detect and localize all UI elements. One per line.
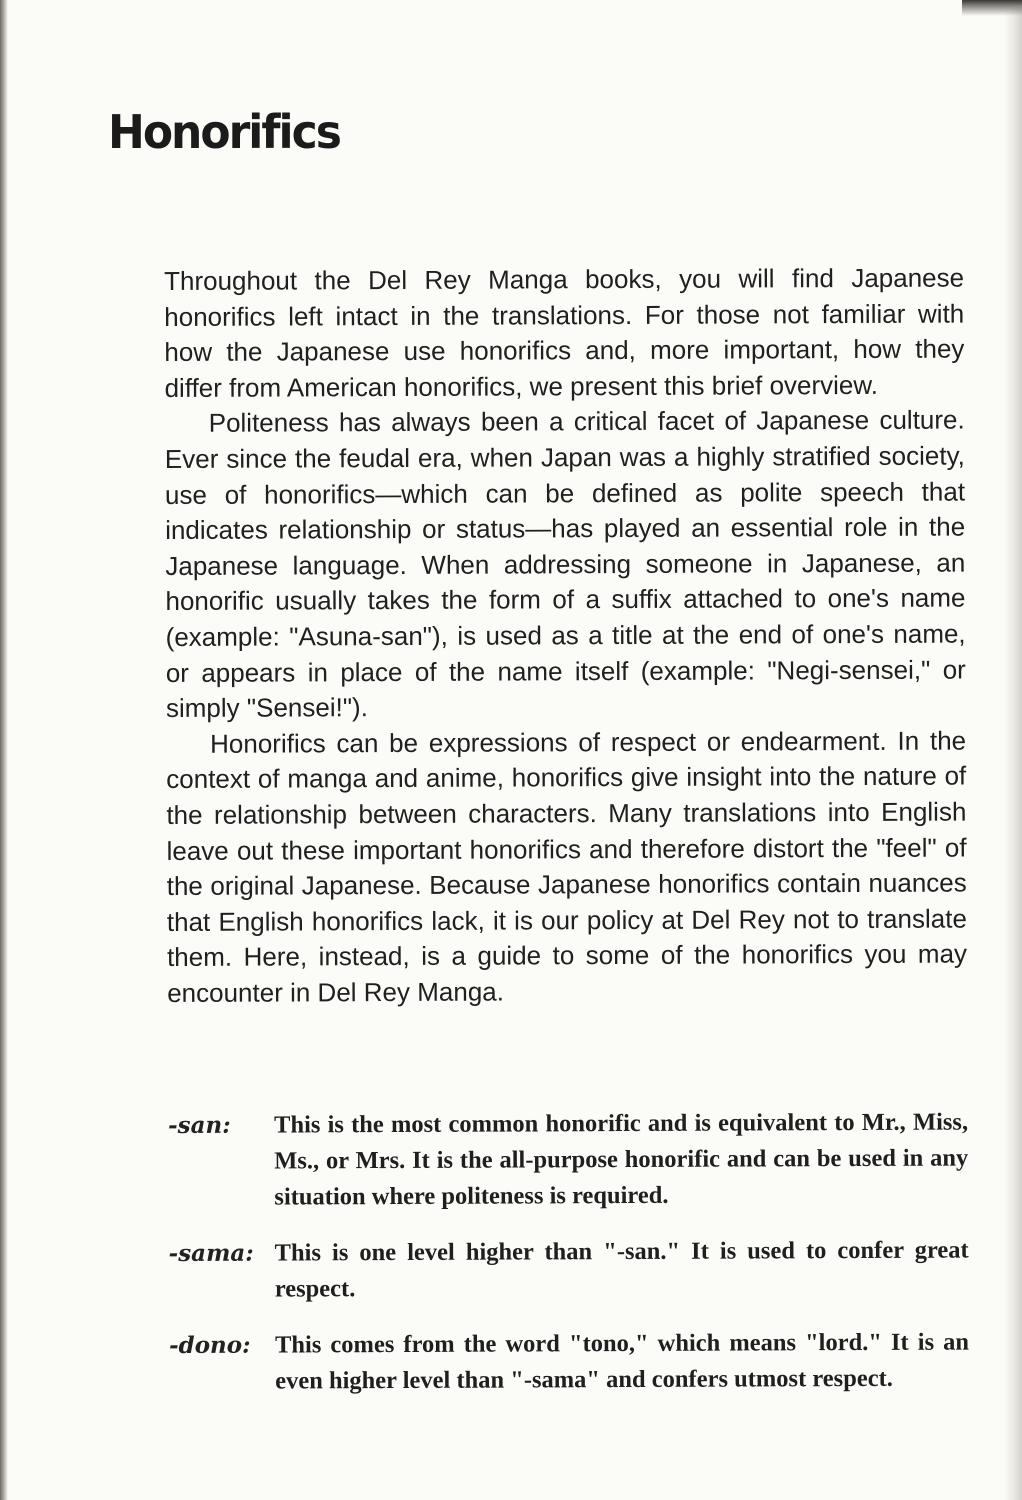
glossary-definition: This comes from the word "tono," which means "lord." It is an even higher level than "-sama" and confers utmost respect. [274,1328,970,1395]
page-right-edge [1004,0,1022,1500]
intro-paragraph: Politeness has always been a critical facet of Japanese culture. Ever since the feudal era, when Japan was a highly stratified society, use of honorifics—which can be defined as polite speech that indicates relationship or status—has played an essential role in the Japanese language. When addressing someone in Japanese, an honorific usually takes the form of a suffix attached to one's name (example: "Asuna-san"), is used as a title at the end of one's name, or appears in place of the name itself (example: "Negi-sensei," or simply "Sensei!"). [164,404,966,724]
honorifics-glossary [168,1105,969,1420]
intro-paragraph: Throughout the Del Rey Manga books, you will find Japanese honorifics left intact in the translations. For those not familiar with how the Japanese use honorifics and, more important, how they differ from American honorifics, we present this brief overview. [164,262,965,403]
glossary-entry-dono [169,1325,969,1400]
glossary-definition: This is the most common honorific and is equivalent to Mr., Miss, Ms., or Mrs. It is the all-purpose honorific and can be used in any situation where politeness is required. [274,1108,969,1211]
glossary-entry-sama [169,1233,969,1308]
intro-paragraph: Honorifics can be expressions of respect or endearment. In the context of manga and anime, honorifics give insight into the nature of the relationship between characters. Many translations into English leave out these important honorifics and therefore distort the "feel" of the original Japanese. Because Japanese honorifics contain nuances that English honorifics lack, it is our policy at Del Rey not to translate them. Here, instead, is a guide to some of the honorifics you may encounter in Del Rey Manga. [166,725,968,1008]
page-title: Honorifics [108,106,340,160]
page-corner-shadow [962,0,1022,16]
glossary-term: -dono: [168,1331,251,1359]
glossary-term: -san: [168,1111,231,1139]
intro-text [164,261,967,1012]
glossary-term: -sama: [168,1239,254,1267]
glossary-entry-san [168,1105,968,1216]
glossary-definition: This is one level higher than "-san." It is used to confer great respect. [274,1236,969,1303]
page-spine-edge [0,0,8,1500]
